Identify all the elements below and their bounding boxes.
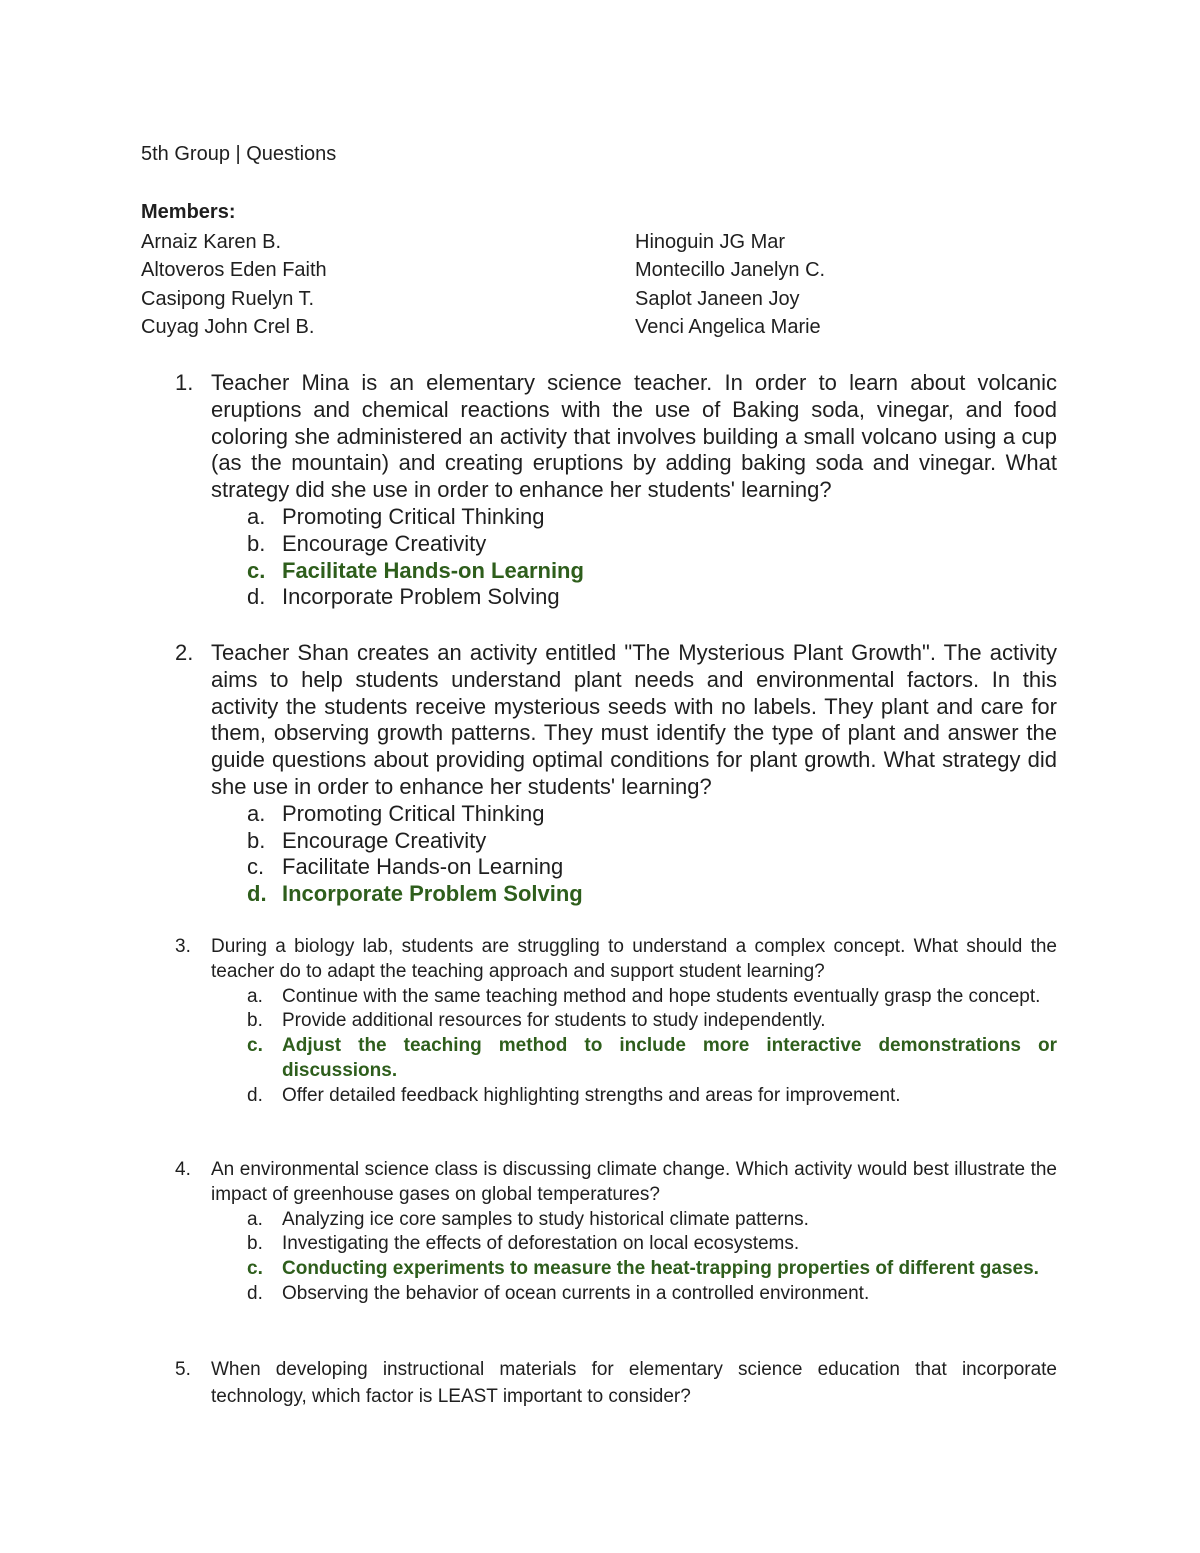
question-text: Teacher Mina is an elementary science teacher. In order to learn about volcanic eruptions and chemical reactions with the use of Baking soda, vinegar, and food coloring she administered an activity that involves building a small volcano using a cup (as the mountain) and creating eruptions by adding baking soda and vinegar. What strategy did she use in order to enhance her students' learning? [211, 370, 1057, 503]
question-number: 2. [175, 640, 194, 665]
member-name: Arnaiz Karen B. [141, 231, 282, 253]
option-text: Facilitate Hands-on Learning [282, 854, 564, 880]
option-text: Incorporate Problem Solving [282, 584, 560, 610]
option-text: Provide additional resources for students to study independently. [282, 1010, 826, 1032]
option-text: Encourage Creativity [282, 530, 487, 556]
member-name: Venci Angelica Marie [635, 315, 821, 338]
option-c [247, 854, 1057, 881]
option-text: Observing the behavior of ocean currents in a controlled environment. [282, 1282, 870, 1304]
option-text: Promoting Critical Thinking [282, 800, 545, 826]
option-letter: b. [247, 530, 266, 556]
option-letter: d. [247, 881, 267, 907]
document-title: 5th Group | Questions [141, 143, 337, 165]
option-text: Investigating the effects of deforestation on local ecosystems. [282, 1233, 800, 1255]
member-name: Cuyag John Crel B. [141, 315, 315, 338]
option-a [247, 985, 1057, 1010]
question-text: An environmental science class is discussing climate change. Which activity would best illustrate the impact of greenhouse gases on global temperatures? [211, 1159, 1057, 1205]
option-d-correct-answer [247, 881, 1057, 908]
option-letter: a. [247, 985, 263, 1007]
option-b [247, 828, 1057, 855]
question-number: 1. [175, 370, 194, 395]
option-letter: c. [247, 854, 265, 880]
option-text: Conducting experiments to measure the heat-trapping properties of different gases. [282, 1258, 1039, 1280]
members-list-right [635, 228, 825, 341]
answer-options [247, 504, 1057, 611]
answer-options [247, 801, 1057, 908]
option-text: Facilitate Hands-on Learning [282, 557, 584, 583]
option-letter: c. [247, 1035, 263, 1057]
option-b [247, 1232, 1057, 1257]
option-text: Analyzing ice core samples to study historical climate patterns. [282, 1208, 809, 1230]
option-text: Encourage Creativity [282, 827, 487, 853]
question-3 [175, 935, 1057, 1109]
option-letter: a. [247, 800, 266, 826]
option-letter: d. [247, 1282, 263, 1304]
question-5 [175, 1356, 1057, 1410]
question-number: 5. [175, 1359, 191, 1380]
option-b [247, 1009, 1057, 1034]
option-c-correct-answer [247, 1257, 1057, 1282]
question-text: Teacher Shan creates an activity entitled "The Mysterious Plant Growth". The activity aims to help students understand plant needs and environmental factors. In this activity the students receive mysterious seeds with no labels. They plant and care for them, observing growth patterns. They must identify the type of plant and answer the guide questions about providing optimal conditions for plant growth. What strategy did she use in order to enhance her students' learning? [211, 640, 1057, 799]
member-name: Montecillo Janelyn C. [635, 259, 826, 282]
option-letter: c. [247, 1258, 263, 1280]
option-b [247, 531, 1057, 558]
members-label: Members: [141, 201, 236, 223]
question-number: 4. [175, 1159, 191, 1180]
question-text: When developing instructional materials for elementary science education that incorporate technology, which factor is LEAST important to consider? [211, 1359, 1057, 1407]
option-text: Incorporate Problem Solving [282, 881, 583, 907]
option-a [247, 504, 1057, 531]
members-list-left [141, 228, 327, 341]
option-letter: b. [247, 1010, 263, 1032]
option-d [247, 1282, 1057, 1307]
option-a [247, 1208, 1057, 1233]
answer-options [247, 1208, 1057, 1307]
option-text: Offer detailed feedback highlighting strengths and areas for improvement. [282, 1084, 901, 1106]
member-name: Altoveros Eden Faith [141, 259, 327, 282]
option-c-correct-answer [247, 1034, 1057, 1084]
option-text: Promoting Critical Thinking [282, 503, 545, 529]
option-letter: b. [247, 1233, 263, 1255]
option-d [247, 1084, 1057, 1109]
option-d [247, 584, 1057, 611]
option-letter: a. [247, 1208, 263, 1230]
option-letter: c. [247, 557, 266, 583]
question-1 [175, 370, 1057, 611]
question-text: During a biology lab, students are struggling to understand a complex concept. What should the teacher do to adapt the teaching approach and support student learning? [211, 936, 1057, 982]
answer-options [247, 985, 1057, 1109]
option-c-correct-answer [247, 558, 1057, 585]
member-name: Saplot Janeen Joy [635, 287, 800, 310]
option-letter: d. [247, 584, 266, 610]
option-letter: d. [247, 1084, 263, 1106]
member-name: Hinoguin JG Mar [635, 231, 786, 253]
member-name: Casipong Ruelyn T. [141, 287, 315, 310]
question-number: 3. [175, 936, 191, 957]
option-text: Continue with the same teaching method and hope students eventually grasp the concept. [282, 985, 1041, 1007]
question-4 [175, 1158, 1057, 1307]
option-text: Adjust the teaching method to include more interactive demonstrations or discussions. [282, 1035, 1057, 1081]
option-letter: b. [247, 827, 266, 853]
option-a [247, 801, 1057, 828]
question-2 [175, 640, 1057, 908]
option-letter: a. [247, 503, 266, 529]
